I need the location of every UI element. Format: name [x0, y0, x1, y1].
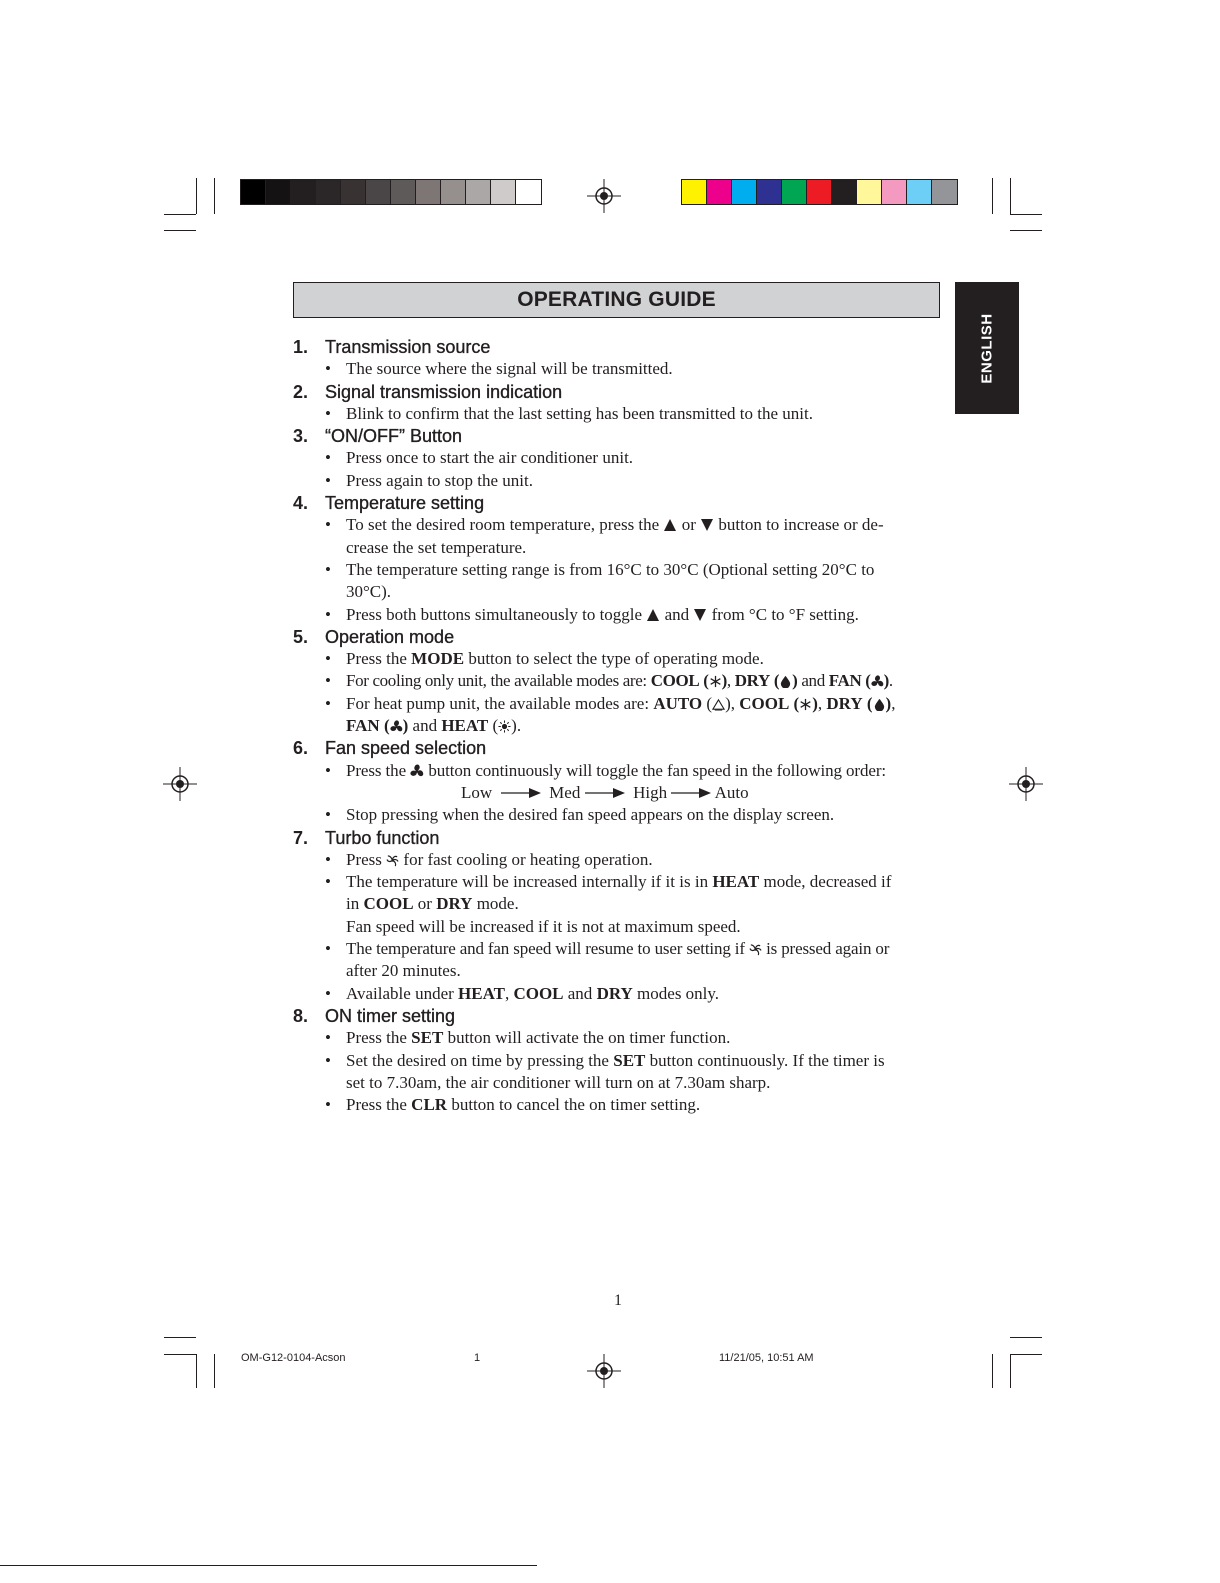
- registration-mark-icon: [1009, 767, 1043, 801]
- page-title-bar: [293, 282, 940, 318]
- color-swatch: [266, 180, 291, 204]
- color-swatch: [732, 180, 757, 204]
- operating-guide-content: [293, 336, 943, 1116]
- section-number: 1.: [293, 337, 309, 357]
- color-swatch: [491, 180, 516, 204]
- section-number: 3.: [293, 426, 309, 447]
- list-item: • For heat pump unit, the available modes are: AUTO ( ), COOL ( ), DRY ( ),: [293, 693, 943, 715]
- list-item-continuation: in COOL or DRY mode.: [346, 894, 519, 914]
- language-tab: [955, 282, 1019, 414]
- list-item: • Blink to confirm that the last setting has been transmitted to the unit.: [293, 403, 943, 425]
- list-item: • The temperature will be increased internally if it is in HEAT mode, decreased if: [293, 871, 943, 893]
- page-title: OPERATING GUIDE: [517, 288, 716, 311]
- color-swatch: [857, 180, 882, 204]
- section-heading: [293, 492, 943, 514]
- color-swatch: [807, 180, 832, 204]
- fan-mode-icon: [390, 720, 403, 733]
- footer-page: 1: [474, 1352, 481, 1364]
- section-number: 7.: [293, 827, 309, 848]
- color-swatch: [907, 180, 932, 204]
- gray-color-bar: [240, 179, 542, 205]
- section-title: Transmission source: [325, 337, 491, 357]
- heat-mode-icon: [498, 720, 511, 733]
- fan-speed-high: High: [633, 782, 668, 802]
- color-swatch: [366, 180, 391, 204]
- fan-speed-low: Low: [461, 782, 493, 802]
- color-swatch: [391, 180, 416, 204]
- section-heading: [293, 336, 943, 358]
- list-item: • Press again to stop the unit.: [293, 470, 943, 492]
- language-tab-label: ENGLISH: [978, 312, 996, 384]
- down-arrow-icon: [700, 518, 714, 532]
- list-item: • The source where the signal will be transmitted.: [293, 358, 943, 380]
- section-title: Signal transmission indication: [325, 381, 563, 402]
- color-swatch: [341, 180, 366, 204]
- list-item: • Press both buttons simultaneously to toggle and from °C to °F setting.: [293, 604, 943, 626]
- dry-mode-icon: [779, 675, 792, 688]
- section-heading: [293, 737, 943, 759]
- up-arrow-icon: [663, 518, 677, 532]
- list-item: • Press the button continuously will toggle the fan speed in the following order:: [293, 760, 943, 782]
- registration-mark-icon: [587, 1354, 621, 1388]
- registration-mark-icon: [587, 179, 621, 213]
- fan-mode-icon: [871, 675, 884, 688]
- list-item: • Press the CLR button to cancel the on timer setting.: [293, 1094, 943, 1116]
- section-number: 2.: [293, 381, 309, 402]
- color-swatch: [932, 180, 957, 204]
- footer-timestamp: 11/21/05, 10:51 AM: [719, 1352, 814, 1364]
- list-item: • Available under HEAT, COOL and DRY modes only.: [293, 983, 943, 1005]
- section-title: Operation mode: [325, 626, 455, 647]
- right-arrow-icon: [585, 786, 625, 800]
- color-swatch: [416, 180, 441, 204]
- right-arrow-icon: [671, 786, 711, 800]
- section-number: 4.: [293, 493, 309, 514]
- section-number: 6.: [293, 738, 309, 759]
- fan-speed-order: [293, 782, 943, 804]
- down-arrow-icon: [693, 608, 707, 622]
- color-swatch: [466, 180, 491, 204]
- list-item-continuation: Fan speed will be increased if it is not at maximum speed.: [346, 916, 741, 936]
- section-title: ON timer setting: [325, 1005, 456, 1026]
- section-number: 8.: [293, 1005, 309, 1026]
- color-swatch: [316, 180, 341, 204]
- list-item: • Press the MODE button to select the type of operating mode.: [293, 648, 943, 670]
- list-item: • To set the desired room temperature, press the or button to increase or de-: [293, 514, 943, 536]
- color-swatch: [241, 180, 266, 204]
- section-title: Turbo function: [325, 827, 440, 848]
- right-arrow-icon: [501, 786, 541, 800]
- turbo-icon: [386, 854, 399, 867]
- cool-mode-icon: [799, 698, 812, 711]
- section-number: 5.: [293, 626, 309, 647]
- page-number: 1: [614, 1292, 622, 1309]
- list-item-continuation: crease the set temperature.: [346, 537, 527, 557]
- list-item: • Press once to start the air conditioner unit.: [293, 447, 943, 469]
- list-item-continuation: FAN ( ) and HEAT ( ).: [346, 716, 522, 736]
- auto-mode-icon: [712, 698, 725, 711]
- section-heading: [293, 1005, 943, 1027]
- color-swatch: [291, 180, 316, 204]
- fan-speed-auto: Auto: [714, 782, 749, 802]
- color-swatch: [832, 180, 857, 204]
- process-color-bar: [681, 179, 958, 205]
- list-item: • Stop pressing when the desired fan speed appears on the display screen.: [293, 804, 943, 826]
- dry-mode-icon: [873, 698, 886, 711]
- color-swatch: [882, 180, 907, 204]
- color-swatch: [707, 180, 732, 204]
- color-swatch: [682, 180, 707, 204]
- cool-mode-icon: [709, 675, 722, 688]
- list-item: • Press the SET button will activate the on timer function.: [293, 1027, 943, 1049]
- section-title: “ON/OFF” Button: [325, 426, 463, 447]
- list-item: • Set the desired on time by pressing the SET button continuously. If the timer is: [293, 1050, 943, 1072]
- list-item-continuation: after 20 minutes.: [346, 961, 461, 981]
- fan-mode-icon: [410, 764, 424, 778]
- list-item: • The temperature setting range is from 16°C to 30°C (Optional setting 20°C to: [293, 559, 943, 581]
- section-heading: [293, 827, 943, 849]
- list-item-continuation: set to 7.30am, the air conditioner will turn on at 7.30am sharp.: [346, 1072, 771, 1092]
- color-swatch: [516, 180, 541, 204]
- list-item: • For cooling only unit, the available modes are: COOL ( ), DRY ( ) and FAN ( ).: [293, 670, 943, 692]
- color-swatch: [782, 180, 807, 204]
- section-heading: [293, 626, 943, 648]
- footer-file-name: OM-G12-0104-Acson: [241, 1352, 346, 1364]
- fan-speed-med: Med: [549, 782, 581, 802]
- color-swatch: [441, 180, 466, 204]
- registration-mark-icon: [163, 767, 197, 801]
- section-title: Temperature setting: [325, 493, 485, 514]
- turbo-icon: [749, 943, 762, 956]
- section-heading: [293, 381, 943, 403]
- up-arrow-icon: [646, 608, 660, 622]
- section-title: Fan speed selection: [325, 738, 487, 759]
- section-heading: [293, 425, 943, 447]
- list-item: • The temperature and fan speed will resume to user setting if is pressed again or: [293, 938, 943, 960]
- list-item: • Press for fast cooling or heating operation.: [293, 849, 943, 871]
- color-swatch: [757, 180, 782, 204]
- list-item-continuation: 30°C).: [346, 582, 392, 602]
